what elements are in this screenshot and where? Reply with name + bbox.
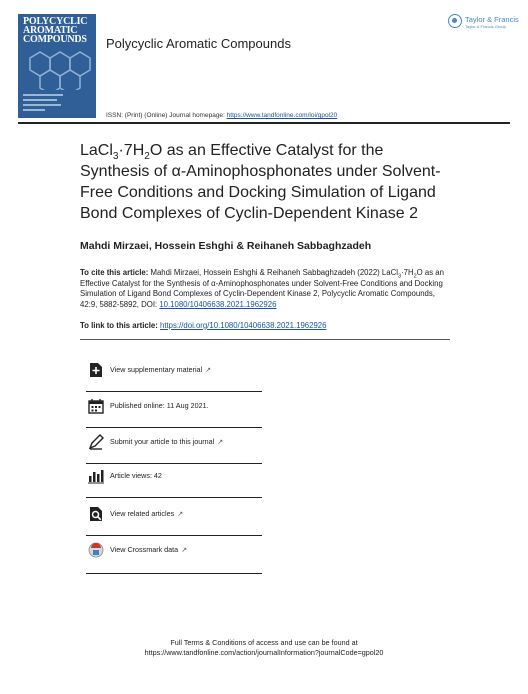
logo-icon: [448, 14, 462, 28]
doi-link[interactable]: 10.1080/10406638.2021.1962926: [159, 299, 277, 309]
external-link-icon: ↗: [177, 511, 184, 518]
published-online-item: [86, 392, 262, 428]
cover-text-lines: [23, 94, 63, 114]
item-label: Published online: 11 Aug 2021.: [110, 401, 209, 410]
section-divider: [80, 339, 450, 340]
crossmark-icon: [88, 542, 104, 558]
item-label: Submit your article to this journal: [110, 437, 215, 446]
hexagon-graphic: [18, 50, 96, 90]
footer-terms-link[interactable]: https://www.tandfonline.com/action/journalInformation?journalCode=gpol20: [144, 648, 384, 657]
submit-article-item[interactable]: [86, 428, 262, 464]
supplementary-icon: [88, 362, 104, 378]
publisher-logo[interactable]: Taylor & Francis Taylor & Francis Group: [448, 14, 514, 32]
journal-cover: [18, 14, 96, 118]
related-articles-item[interactable]: [86, 500, 262, 536]
item-label: Article views: 42: [110, 471, 162, 480]
header-divider: [18, 122, 510, 124]
item-label: View related articles: [110, 509, 175, 518]
item-label: View Crossmark data: [110, 545, 179, 554]
citation-block: To cite this article: Mahdi Mirzaei, Hossein Eshghi & Reihaneh Sabbaghzadeh (2022) $LaCl_3\cdot 7H_2O$ as an Effective Catalyst for the Synthesis of α-Aminophosphonates under Solvent-Free Conditions and Docking Simulation of Ligand Bond Complexes of Cyclin-Dependent Kinase 2, Polycyclic Aromatic Compounds, 42:9, 5882-5892, DOI: 10.1080/10406638.2021.1962926: [80, 268, 444, 309]
article-title: $LaCl_3\cdot 7H_2O$ as an Effective Catalyst for the Synthesis of α-Aminophosphonates under Solvent-Free Conditions and Docking Simulation of Ligand Bond Complexes of Cyclin-Dependent Kinase 2: [80, 142, 441, 222]
cover-title: POLYCYCLIC AROMATIC COMPOUNDS: [23, 16, 88, 45]
article-views-item: [86, 462, 262, 498]
item-label: View supplementary material: [110, 365, 203, 374]
bar-chart-icon: [88, 468, 104, 484]
supplementary-material-item[interactable]: [86, 356, 262, 392]
crossmark-item[interactable]: [86, 536, 262, 574]
external-link-icon: ↗: [205, 367, 212, 374]
related-articles-icon: [88, 506, 104, 522]
journal-homepage-link[interactable]: https://www.tandfonline.com/loi/gpol20: [226, 112, 338, 119]
external-link-icon: ↗: [181, 547, 188, 554]
footer: [0, 638, 528, 658]
footer-line-1: Full Terms & Conditions of access and use can be found at: [170, 638, 358, 647]
external-link-icon: ↗: [217, 439, 224, 446]
journal-name: Polycyclic Aromatic Compounds: [106, 36, 291, 51]
submit-icon: [88, 434, 104, 450]
article-link-line: To link to this article: https://doi.org/10.1080/10406638.2021.1962926: [80, 321, 327, 330]
calendar-icon: [88, 398, 104, 414]
issn-line: ISSN: (Print) (Online) Journal homepage: https://www.tandfonline.com/loi/gpol20: [106, 112, 338, 119]
article-doi-url[interactable]: https://doi.org/10.1080/10406638.2021.1962926: [160, 321, 327, 330]
authors: Mahdi Mirzaei, Hossein Eshghi & Reihaneh Sabbaghzadeh: [80, 240, 372, 252]
